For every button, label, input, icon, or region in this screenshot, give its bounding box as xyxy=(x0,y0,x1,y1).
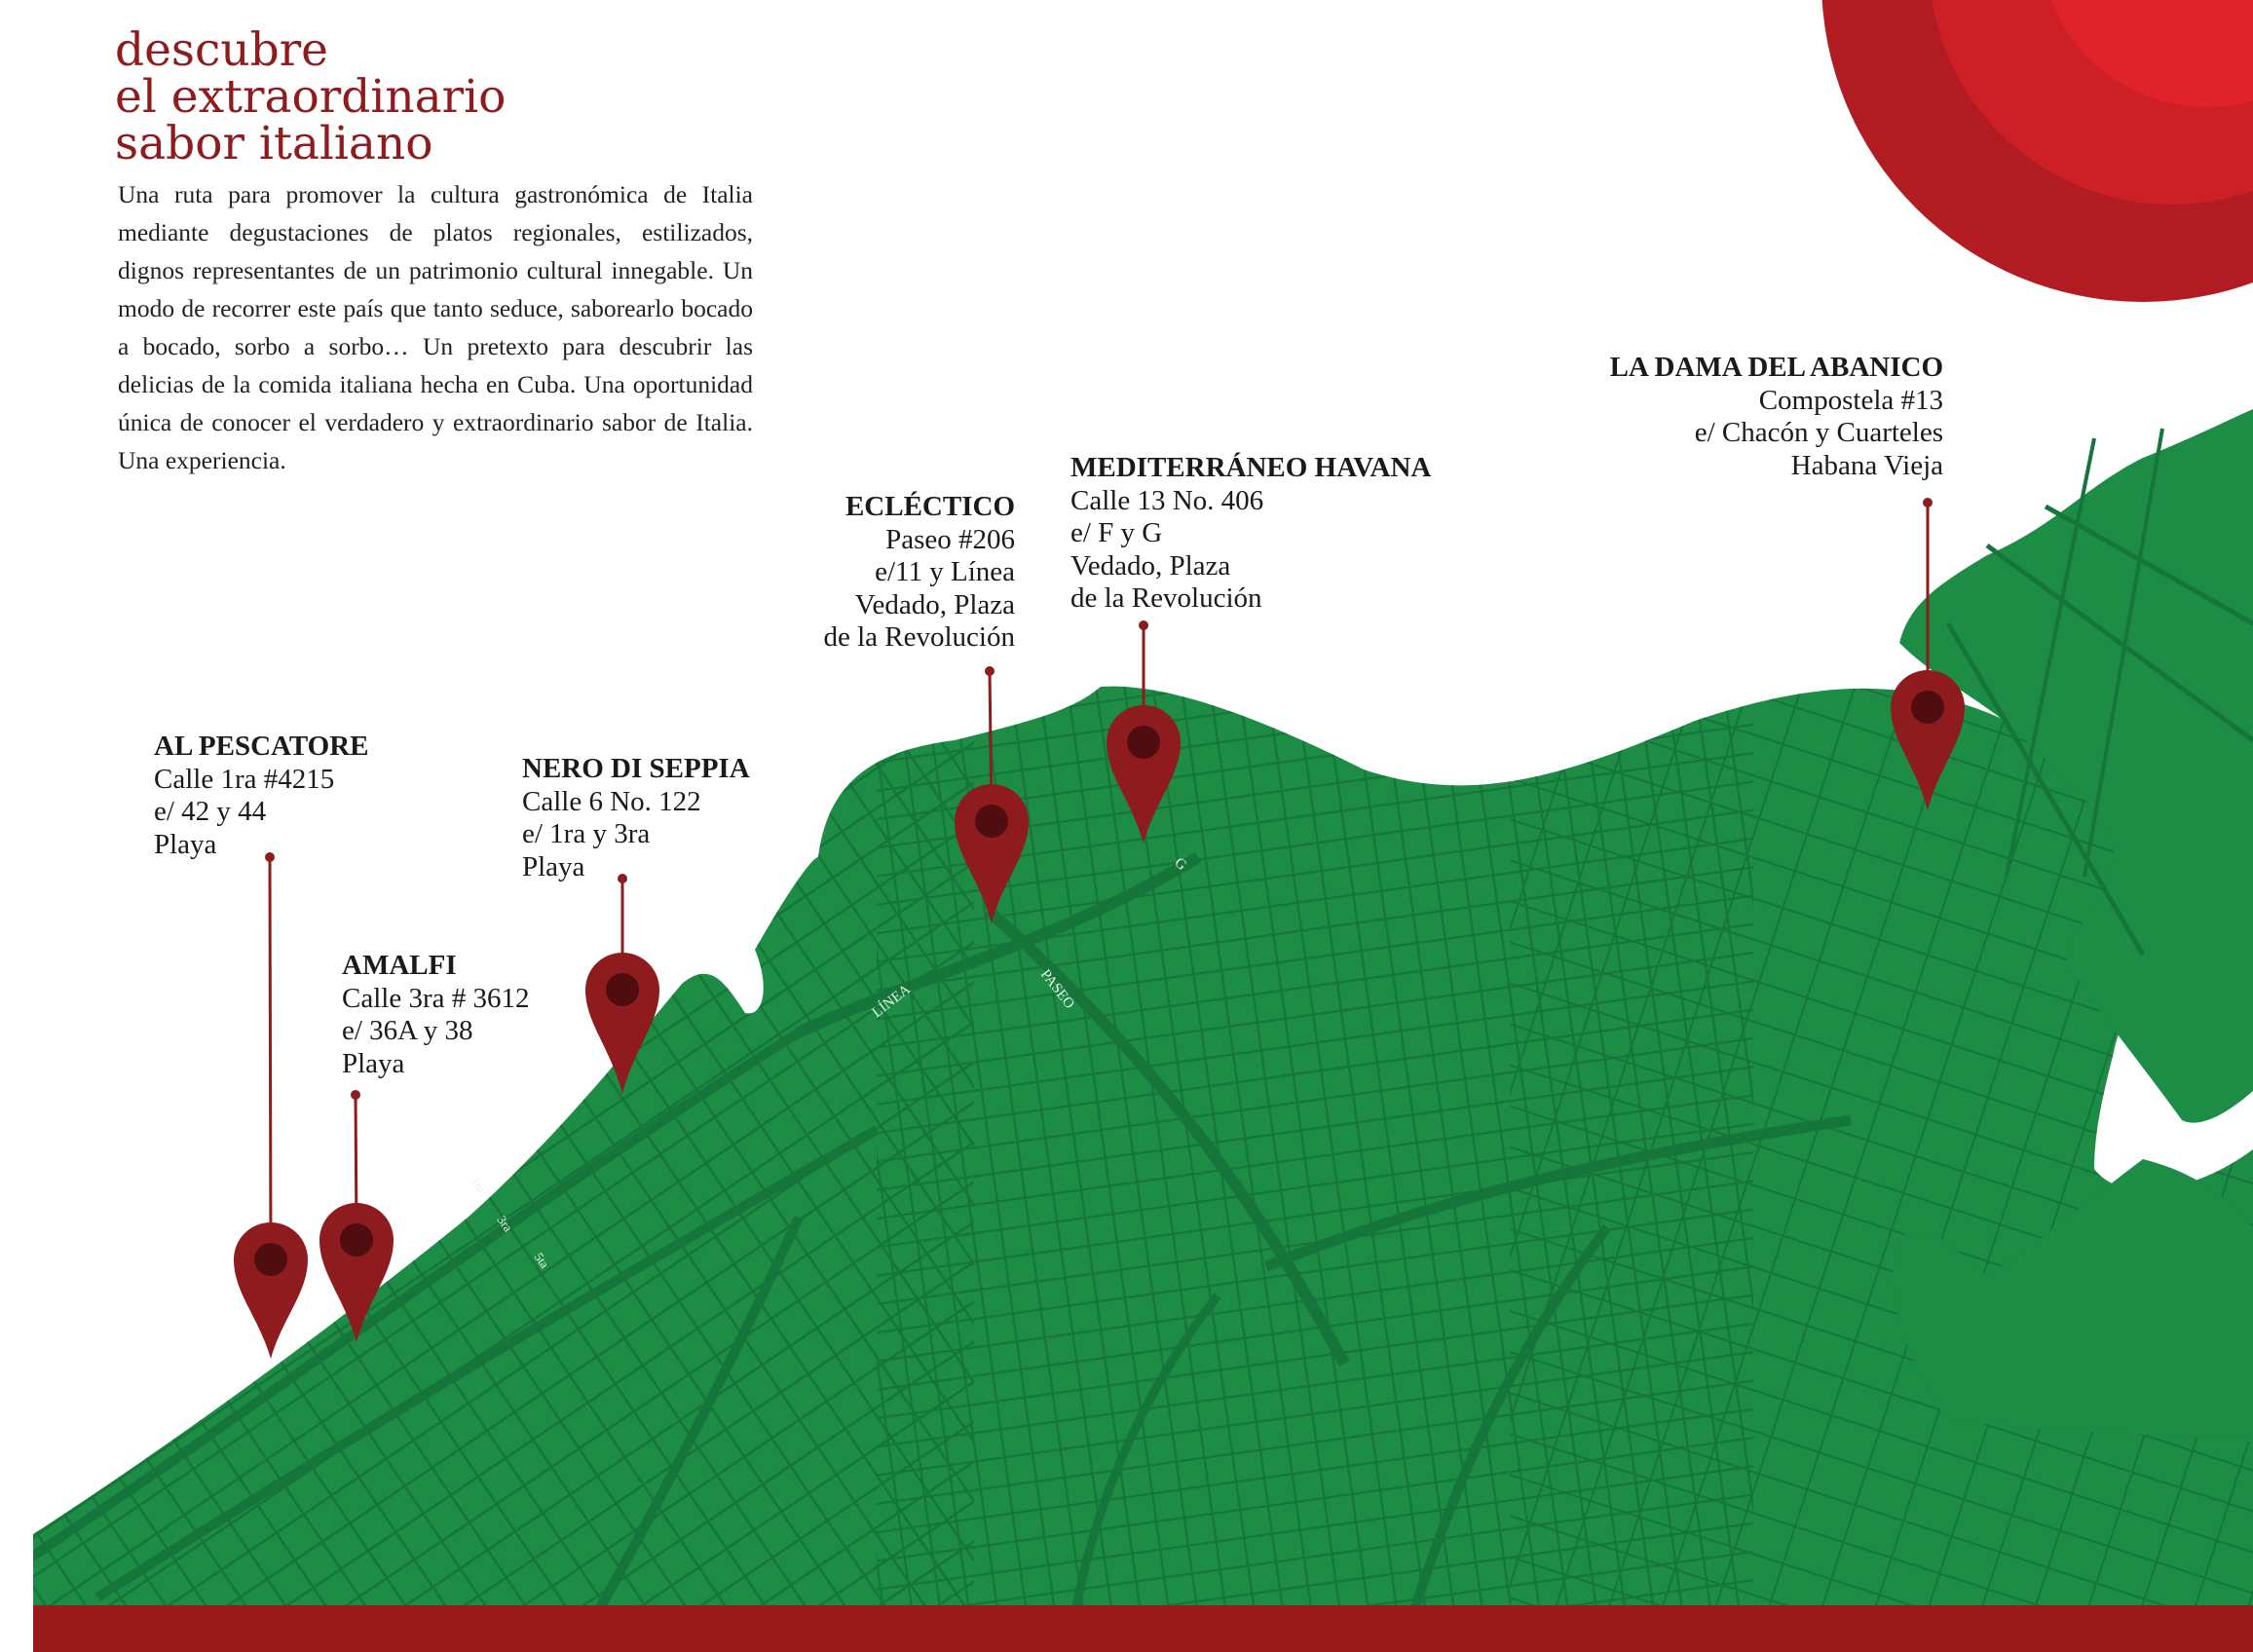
location-name: AMALFI xyxy=(342,950,457,981)
location-address-line: Paseo #206 xyxy=(885,523,1015,555)
location-name: MEDITERRÁNEO HAVANA xyxy=(1070,452,1432,483)
pin-center-dot xyxy=(254,1243,287,1276)
location-address-line: Habana Vieja xyxy=(1790,449,1943,481)
title-line-1: descubre xyxy=(115,23,328,77)
location-address-line: e/ 36A y 38 xyxy=(342,1015,473,1046)
location-label-mediterraneo-havana xyxy=(1070,452,1431,616)
pin-center-dot xyxy=(1127,726,1160,759)
location-address-line: de la Revolución xyxy=(1070,582,1262,614)
location-label-eclectico xyxy=(760,491,1015,655)
location-label-nero-di-seppia xyxy=(522,753,750,883)
pin-leader-dot xyxy=(1923,498,1933,507)
location-address-line: Playa xyxy=(522,850,585,882)
street-label-1ra: 1ra xyxy=(468,1174,490,1196)
location-address-line: Calle 6 No. 122 xyxy=(522,785,701,817)
map-pin-al-pescatore[interactable] xyxy=(234,852,308,1359)
location-address-line: Compostela #13 xyxy=(1758,384,1943,416)
title-line-3: sabor italiano xyxy=(115,117,433,170)
location-address-line: Calle 13 No. 406 xyxy=(1070,484,1264,516)
pin-center-dot xyxy=(606,973,639,1006)
pin-leader-dot xyxy=(351,1090,360,1100)
location-label-amalfi xyxy=(342,950,529,1080)
pin-leader-line xyxy=(270,857,271,1259)
street-label-g: G xyxy=(1171,854,1190,875)
street-label-paseo: PASEO xyxy=(1036,966,1077,1012)
location-address-line: Calle 3ra # 3612 xyxy=(342,982,530,1014)
location-name: LA DAMA DEL ABANICO xyxy=(1609,352,1943,383)
location-address-line: Calle 1ra #4215 xyxy=(154,763,335,795)
title-line-2: el extraordinario xyxy=(115,70,507,124)
location-address-line: e/ F y G xyxy=(1070,517,1163,548)
intro-paragraph: Una ruta para promover la cultura gastronómica de Italia mediante degustaciones de platos regionales, estilizados, dignos representantes de un patrimonio cultural innegable. Un modo de recorrer este país que tanto seduce, saborearlo bocado a bocado, sorbo a sorbo… Un pretexto para descubrir las delicias de la comida italiana hecha en Cuba. Una oportunidad única de conocer el verdadero y extraordinario sabor de Italia. Una experiencia. xyxy=(118,180,753,474)
location-address-line: Vedado, Plaza xyxy=(854,588,1015,620)
pin-leader-dot xyxy=(985,666,995,676)
map-pin-icon xyxy=(234,1222,308,1359)
location-address-line: Playa xyxy=(154,828,217,860)
location-address-line: de la Revolución xyxy=(823,621,1015,653)
location-address-line: e/ 42 y 44 xyxy=(154,796,267,827)
location-address-line: e/ 1ra y 3ra xyxy=(522,818,651,849)
location-label-al-pescatore xyxy=(154,731,369,861)
street-label-3ra: 3ra xyxy=(494,1213,516,1235)
pin-leader-dot xyxy=(1139,620,1148,630)
page-title xyxy=(115,23,660,170)
pin-center-dot xyxy=(975,805,1008,838)
location-name: AL PESCATORE xyxy=(154,731,369,762)
pin-center-dot xyxy=(340,1223,373,1257)
location-name: ECLÉCTICO xyxy=(845,491,1015,522)
location-address-line: Playa xyxy=(342,1047,405,1079)
pin-center-dot xyxy=(1911,691,1944,724)
location-label-la-dama-del-abanico xyxy=(1539,352,1943,482)
bottom-band xyxy=(33,1605,2253,1652)
street-label-5ta: 5ta xyxy=(531,1250,552,1271)
location-address-line: e/ Chacón y Cuarteles xyxy=(1694,417,1943,448)
location-address-line: Vedado, Plaza xyxy=(1070,549,1231,582)
location-address-line: e/11 y Línea xyxy=(875,556,1015,587)
street-label-linea: LÍNEA xyxy=(869,981,914,1022)
location-name: NERO DI SEPPIA xyxy=(522,753,750,784)
